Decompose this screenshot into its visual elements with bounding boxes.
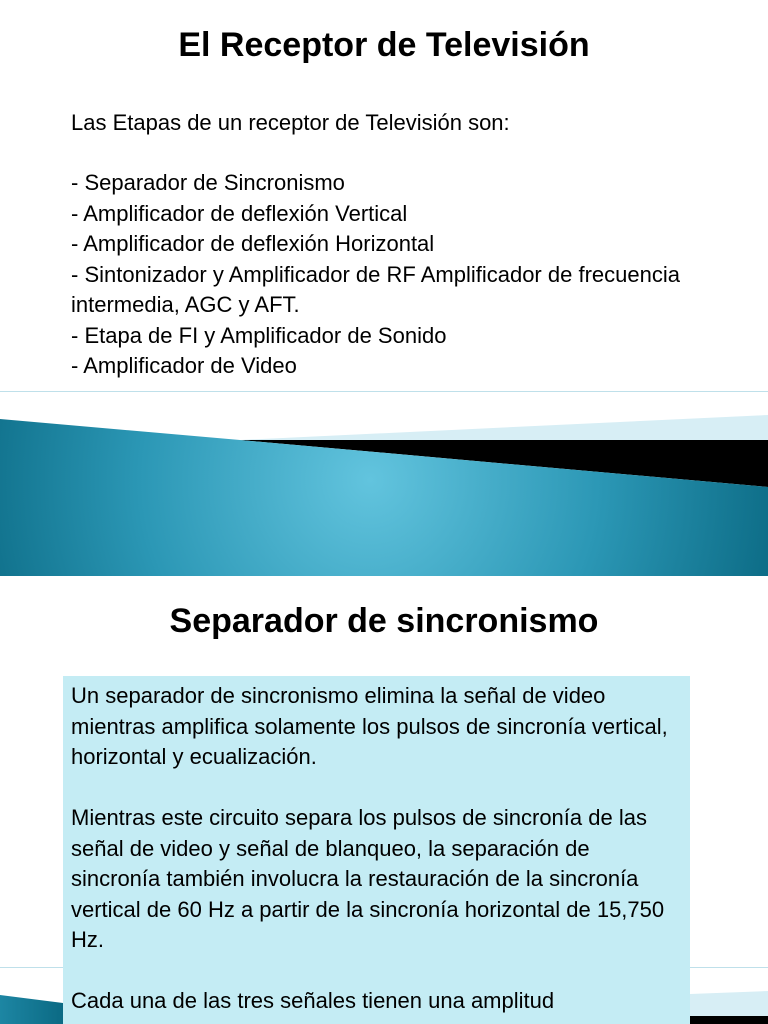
band-light-strip-right (690, 991, 768, 1016)
slide-title: El Receptor de Televisión (178, 26, 590, 64)
list-item: - Amplificador de deflexión Horizontal (71, 231, 435, 256)
paragraph: Mientras este circuito separa los pulsos de sincronía de las señal de video y señal de blanqueo, la separación de sincronía también involucra la restauración de la sincronía vertical de 60 Hz a partir de la sincronía horizontal de 15,750 Hz. (71, 805, 665, 952)
paragraph: Cada una de las tres señales tienen una amplitud (71, 988, 555, 1013)
list-item: - Etapa de FI y Amplificador de Sonido (71, 322, 447, 348)
text-callout-box (63, 676, 690, 1024)
list-item: - Separador de Sincronismo (71, 170, 345, 195)
slide-title: Separador de sincronismo (169, 602, 599, 640)
slide-separador (0, 576, 768, 1024)
list-item: - Amplificador de Video (71, 353, 297, 378)
paragraph: Un separador de sincronismo elimina la señal de video mientras amplifica solamente los pulsos de sincronía vertical, horizontal y ecualización. (71, 683, 668, 769)
list-item: - Amplificador de deflexión Vertical (71, 200, 408, 226)
list-item: - Sintonizador y Amplificador de RF Amplificador de frecuencia intermedia, AGC y AFT. (71, 261, 680, 317)
band-black-wedge-right (690, 1016, 768, 1024)
intro-text: Las Etapas de un receptor de Televisión son: (71, 110, 510, 135)
band-teal-wave-left (0, 995, 63, 1024)
band-light-strip (240, 415, 768, 440)
